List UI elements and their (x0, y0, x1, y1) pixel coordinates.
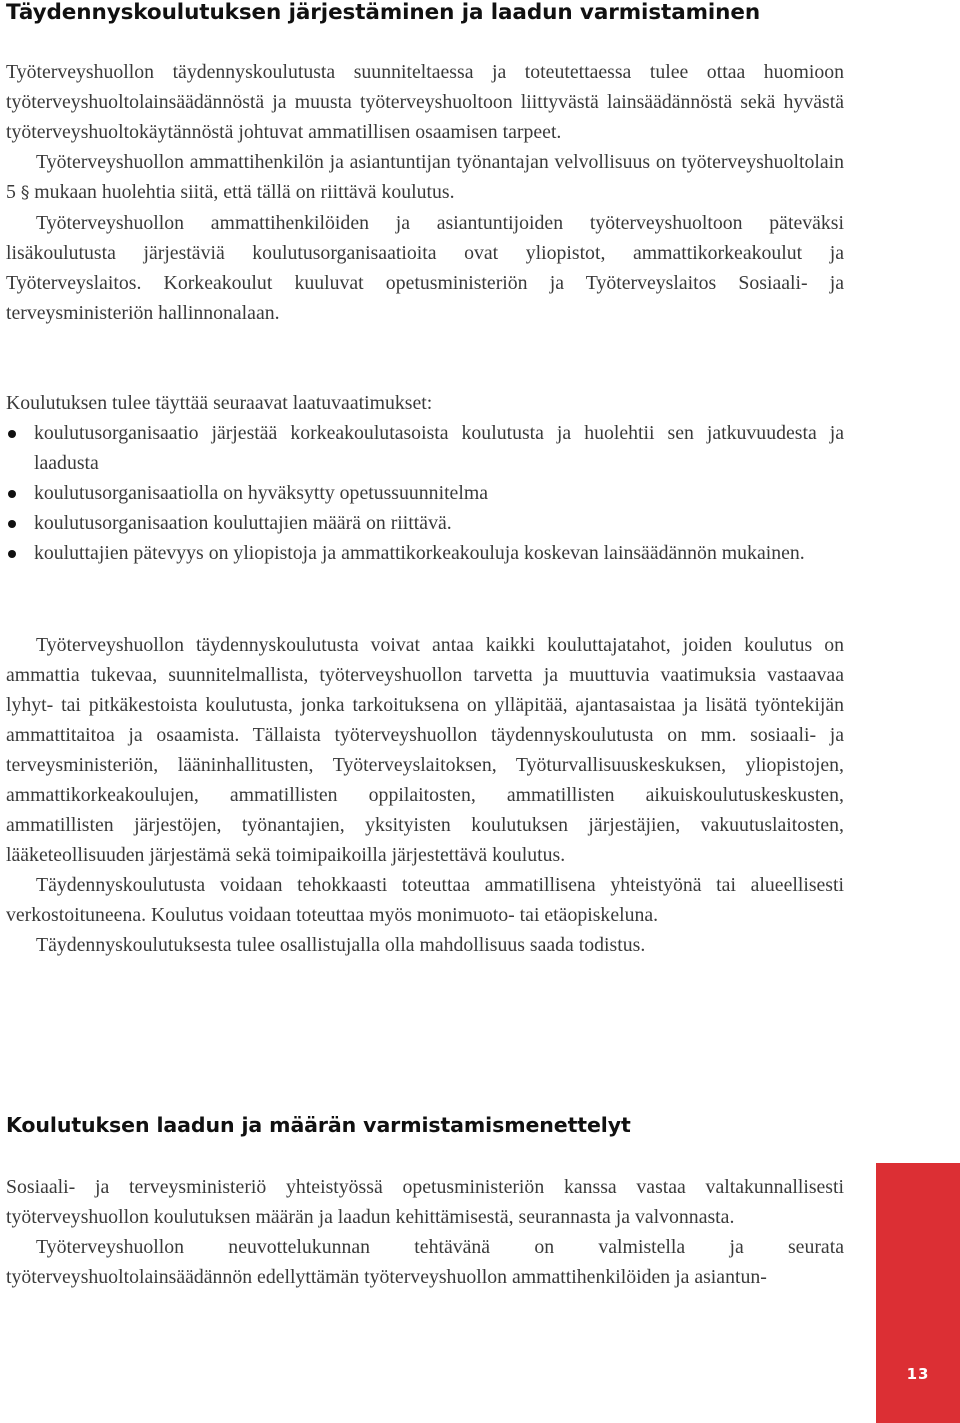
list-item: koulutusorganisaation kouluttajien määrä on riittävä. (6, 508, 844, 538)
paragraph: Työterveyshuollon neuvottelukunnan tehtävänä on valmistella ja seurata työterveyshuoltolainsäädännön edellyttämän työterveyshuollon ammattihenkilöiden ja asiantun- (6, 1236, 844, 1288)
page-number: 13 (906, 1365, 930, 1383)
paragraph-text: mukaan huolehtia siitä, että tällä on riittävä koulutus. (34, 181, 455, 203)
requirements-block (6, 388, 844, 568)
list-item: koulutusorganisaatiolla on hyväksytty opetussuunnitelma (6, 478, 844, 508)
section-body-3 (6, 1172, 844, 1292)
list-item: kouluttajien pätevyys on yliopistoja ja ammattikorkeakouluja koskevan lainsäädännön mukainen. (6, 538, 844, 568)
paragraph (6, 147, 844, 208)
requirements-list (6, 418, 844, 568)
bullet-icon (8, 520, 16, 528)
list-item: koulutusorganisaatio järjestää korkeakoulutasoista koulutusta ja huolehtii sen jatkuvuudesta ja laadusta (6, 418, 844, 478)
section-body-2 (6, 630, 844, 960)
paragraph: Työterveyshuollon täydennyskoulutusta voivat antaa kaikki kouluttajatahot, joiden koulutus on ammattia tukevaa, suunnitelmallista, työterveyshuollon tarvetta ja muuttuvia vaatimuksia vastaavaa lyhyt- tai pitkäkestoista koulutusta, jonka tarkoituksena on ylläpitää, ajantasaistaa ja lisätä työntekijän ammattitaitoa ja osaamista. Tällaista työterveyshuollon täydennyskoulutusta on mm. sosiaali- ja terveysministeriön, lääninhallitusten, Työterveyslaitoksen, Työturvallisuuskeskuksen, yliopistojen, ammattikorkeakoulujen, ammatillisten oppilaitosten, ammatillisten aikuiskoulutuskeskusten, ammatillisten järjestöjen, työnantajien, yksityisten koulutuksen järjestäjien, vakuutuslaitosten, lääketeollisuuden järjestämä sekä toimipaikoilla järjestettävä koulutus. (6, 634, 844, 866)
bullet-icon (8, 550, 16, 558)
paragraph: Sosiaali- ja terveysministeriö yhteistyössä opetusministeriön kanssa vastaa valtakunnallisesti työterveyshuollon koulutuksen määrän ja laadun kehittämisestä, seurannasta ja valvonnasta. (6, 1176, 844, 1228)
section-title: Täydennyskoulutuksen järjestäminen ja laadun varmistaminen (6, 0, 761, 25)
paragraph-text: Työterveyshuollon ammattihenkilön ja asiantuntijan työnantajan velvollisuus on työterveyshuoltolain 5 (6, 151, 844, 203)
list-intro: Koulutuksen tulee täyttää seuraavat laatuvaatimukset: (6, 392, 433, 414)
paragraph: Työterveyshuollon täydennyskoulutusta suunniteltaessa ja toteutettaessa tulee ottaa huomioon työterveyshuoltolainsäädännöstä ja muusta työterveyshuoltoon liittyvästä lainsäädännöstä sekä hyvästä työterveyshuoltokäytännöstä johtuvat ammatillisen osaamisen tarpeet. (6, 61, 844, 143)
section-title-2: Koulutuksen laadun ja määrän varmistamismenettelyt (6, 1113, 631, 1137)
section-sign-icon: § (20, 183, 30, 203)
bullet-icon (8, 430, 16, 438)
paragraph: Työterveyshuollon ammattihenkilöiden ja asiantuntijoiden työterveyshuoltoon päteväksi lisäkoulutusta järjestäviä koulutusorganisaatioita ovat yliopistot, ammattikorkeakoulut ja Työterveyslaitos. Korkeakoulut kuuluvat opetusministeriön ja Työterveyslaitos Sosiaali- ja terveysministeriön hallinnonalaan. (6, 212, 844, 324)
page-number-tab (876, 1163, 960, 1423)
bullet-icon (8, 490, 16, 498)
paragraph: Täydennyskoulutuksesta tulee osallistujalla olla mahdollisuus saada todistus. (36, 934, 646, 956)
section-body (6, 57, 844, 328)
paragraph: Täydennyskoulutusta voidaan tehokkaasti toteuttaa ammatillisena yhteistyönä tai alueellisesti verkostoituneena. Koulutus voidaan toteuttaa myös monimuoto- tai etäopiskeluna. (6, 874, 844, 926)
